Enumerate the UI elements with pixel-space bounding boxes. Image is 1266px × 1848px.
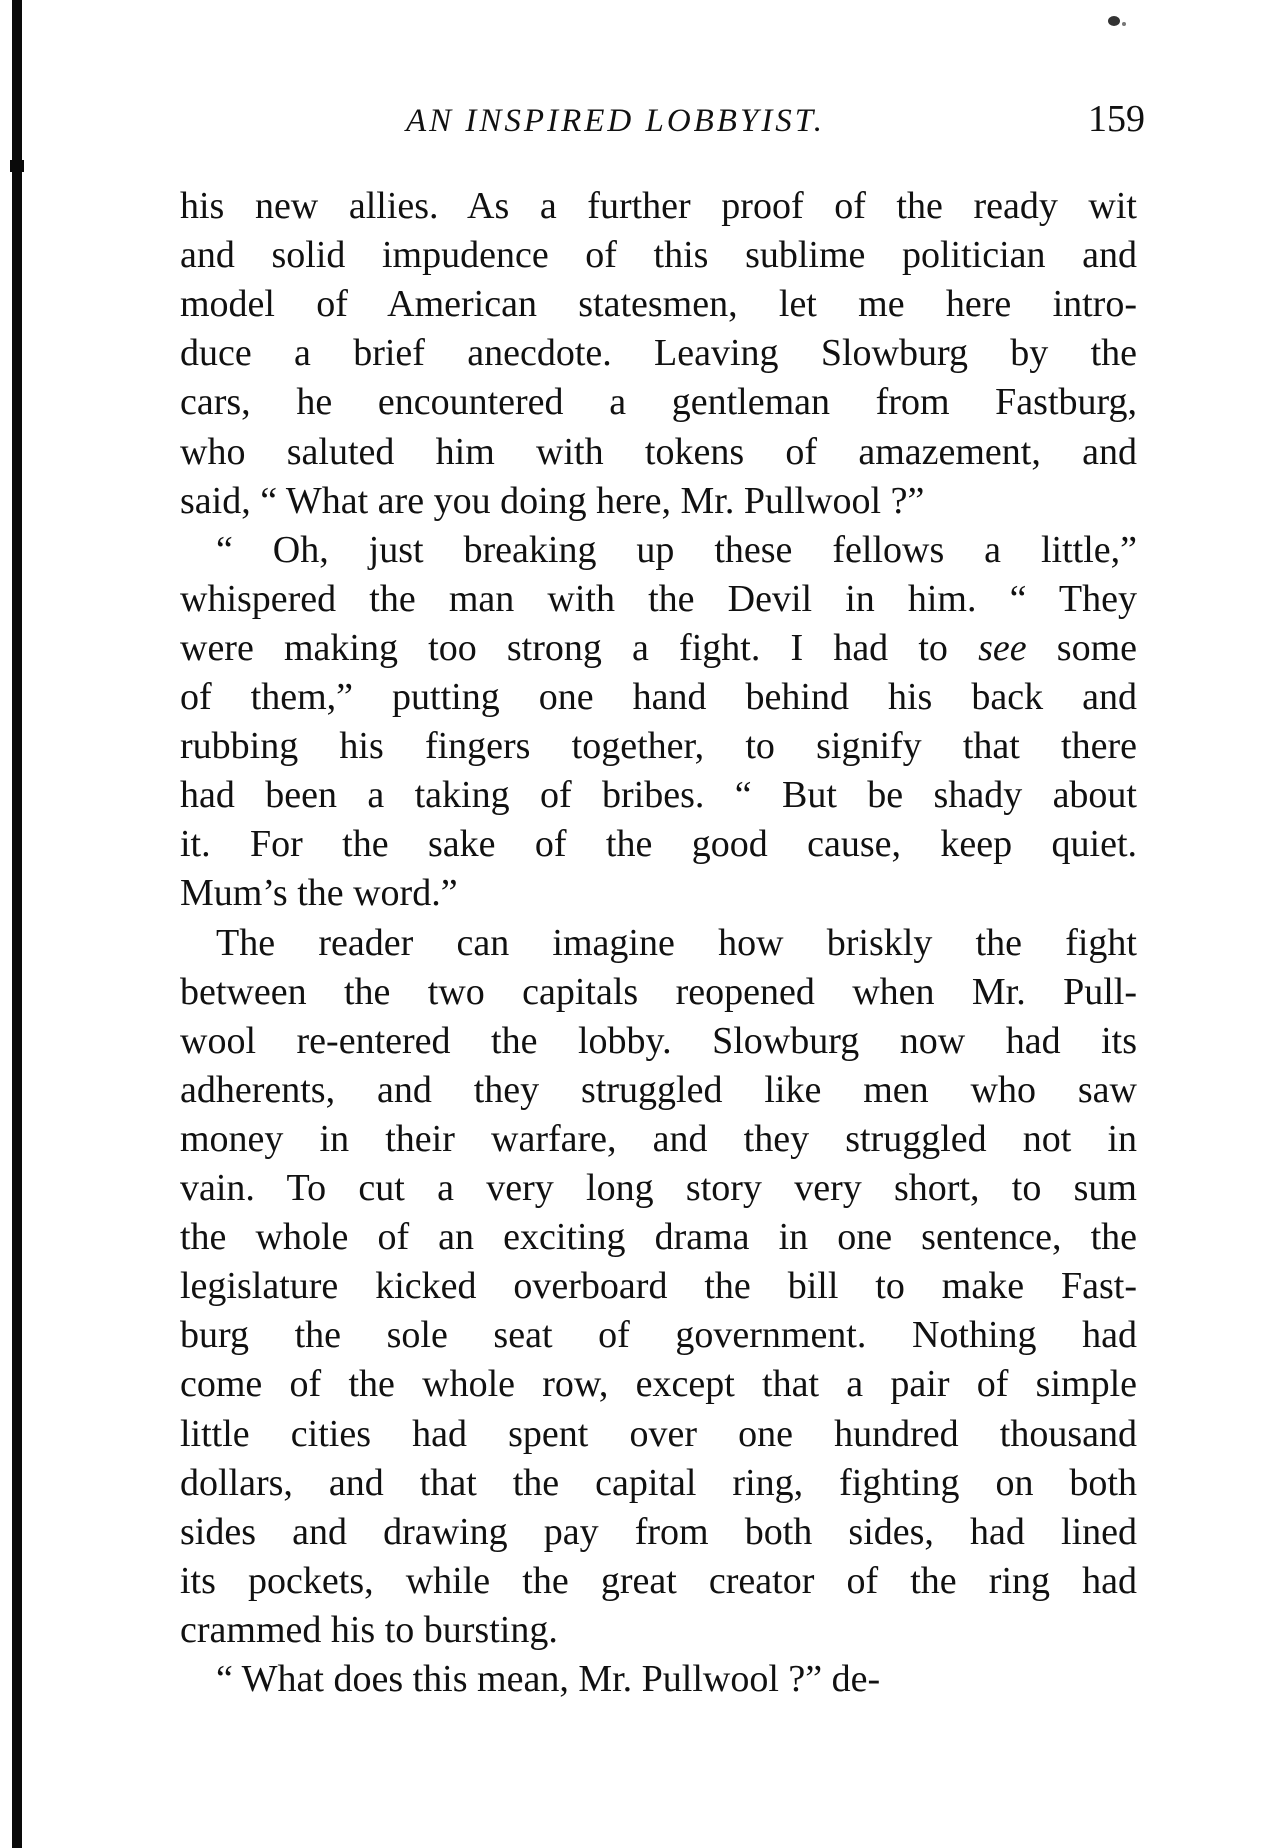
text-line: come of the whole row, except that a pair of simple: [180, 1363, 1137, 1406]
text-line: sides and drawing pay from both sides, had lined: [180, 1510, 1137, 1553]
text-line: little cities had spent over one hundred thousand: [180, 1412, 1137, 1455]
text-line: Mum’s the word.”: [180, 872, 458, 915]
text-line: “ Oh, just breaking up these fellows a little,”: [216, 528, 1137, 571]
text-line: duce a brief anecdote. Leaving Slowburg by the: [180, 332, 1137, 375]
text-segment: some: [1056, 626, 1138, 669]
text-line: vain. To cut a very long story very short, to sum: [180, 1167, 1137, 1209]
text-line: its pockets, while the great creator of the ring had: [180, 1559, 1137, 1602]
text-line: the whole of an exciting drama in one sentence, the: [180, 1216, 1137, 1259]
page-number: 159: [1088, 98, 1145, 140]
text-line: money in their warfare, and they struggled not in: [180, 1117, 1137, 1160]
text-line: it. For the sake of the good cause, keep quiet.: [180, 823, 1137, 866]
text-line: between the two capitals reopened when Mr. Pull-: [180, 970, 1137, 1013]
text-line: dollars, and that the capital ring, fighting on both: [180, 1461, 1137, 1504]
text-line: The reader can imagine how briskly the fight: [216, 921, 1137, 964]
text-line: “ What does this mean, Mr. Pullwool ?” de-: [216, 1658, 881, 1700]
text-line: rubbing his fingers together, to signify that there: [180, 725, 1137, 768]
text-line: burg the sole seat of government. Nothing had: [180, 1314, 1137, 1357]
page-binding-edge: [12, 0, 22, 1848]
italic-word: see: [978, 626, 1027, 669]
text-line: and solid impudence of this sublime politician and: [180, 234, 1137, 277]
text-line: had been a taking of bribes. “ But be shady about: [180, 774, 1137, 817]
text-line: his new allies. As a further proof of the ready wit: [180, 185, 1137, 227]
text-segment: were making too strong a fight. I had to: [180, 626, 948, 669]
text-line: crammed his to bursting.: [180, 1608, 558, 1651]
text-line: said, “ What are you doing here, Mr. Pullwool ?”: [180, 479, 925, 522]
text-line: cars, he encountered a gentleman from Fastburg,: [180, 381, 1137, 424]
ink-speck: [1122, 22, 1126, 26]
ink-speck: [1108, 16, 1120, 26]
running-title: AN INSPIRED LOBBYIST.: [406, 103, 825, 139]
text-line: legislature kicked overboard the bill to make Fast-: [180, 1265, 1137, 1308]
text-line: [180, 624, 1137, 673]
text-line: who saluted him with tokens of amazement, and: [180, 430, 1137, 473]
text-line: wool re-entered the lobby. Slowburg now had its: [180, 1019, 1137, 1062]
text-line: whispered the man with the Devil in him. “ They: [180, 577, 1137, 620]
text-line: model of American statesmen, let me here intro-: [180, 283, 1137, 326]
text-line: of them,” putting one hand behind his back and: [180, 676, 1137, 718]
text-line: adherents, and they struggled like men who saw: [180, 1068, 1137, 1111]
